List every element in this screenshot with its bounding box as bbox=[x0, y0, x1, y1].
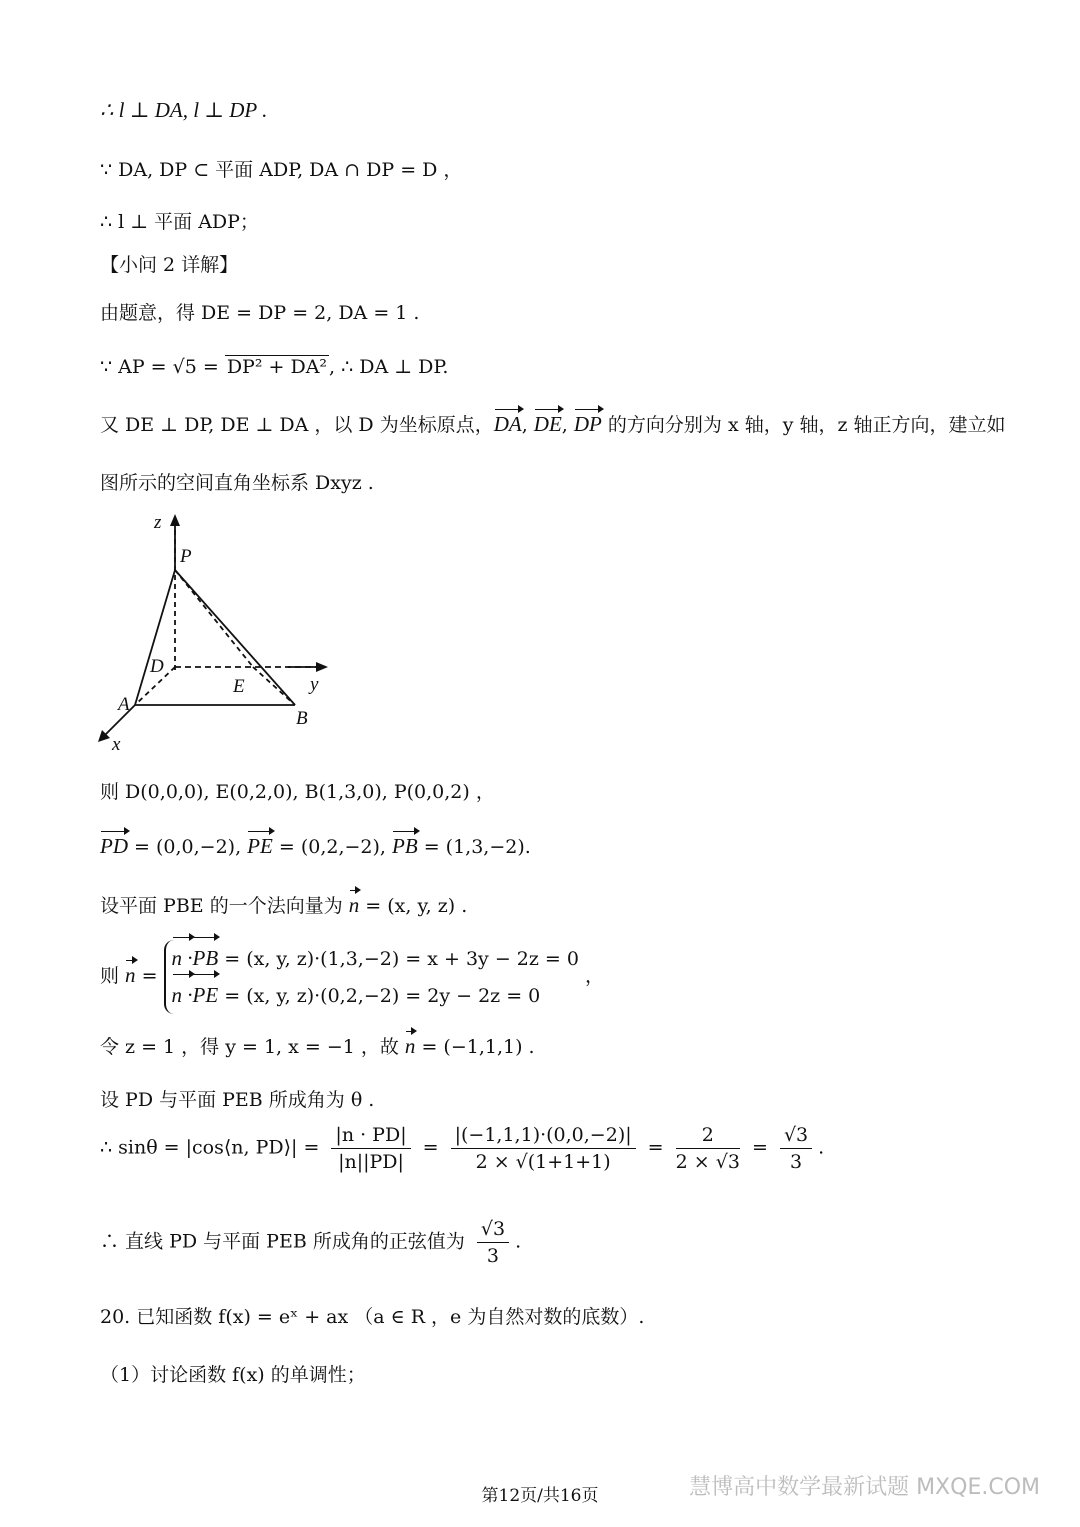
y-arrow-icon bbox=[316, 662, 328, 672]
conclusion-line: ∴ 直线 PD 与平面 PEB 所成角的正弦值为 $\frac{√3}{3}$ . bbox=[100, 1218, 522, 1267]
system-line: 则 n = n ·PB = (x, y, z)·(1,3,−2) = x + 3y − 2z = 0 n ·PE = (x, y, z)·(0,2,−2) = 2y − 2z = 0 ， bbox=[100, 940, 604, 1014]
e-label: E bbox=[233, 676, 245, 697]
x-label: x bbox=[112, 734, 121, 755]
proof-line-8: 图所示的空间直角坐标系 Dxyz . bbox=[100, 472, 374, 494]
proof-line-5: 由题意，得 DE = DP = 2, DA = 1 . bbox=[100, 302, 420, 324]
eb-edge bbox=[253, 667, 295, 705]
watermark: 慧博高中数学最新试题 MXQE.COM bbox=[689, 1475, 1040, 1500]
sine-line: ∴ sinθ = |cos⟨n, PD⟩| = $\frac{|n \cdot PD|}{|n||PD|}$ = $\frac{|(-1,1,1)\cdot(0,0,-2)|}{2 \times √(1+1+1)}$ = $\frac{2}{2 \times √3}$ = $\frac{√3}{3}$ . bbox=[100, 1124, 825, 1173]
d-label: D bbox=[150, 656, 164, 677]
y-label: y bbox=[310, 674, 319, 695]
a-label: A bbox=[118, 694, 130, 715]
equation-system: n ·PB = (x, y, z)·(1,3,−2) = x + 3y − 2z = 0 n ·PE = (x, y, z)·(0,2,−2) = 2y − 2z = 0 bbox=[164, 940, 579, 1014]
proof-line-2: ∵ DA, DP ⊂ 平面 ADP, DA ∩ DP = D ， bbox=[100, 159, 463, 181]
p-label: P bbox=[180, 546, 192, 567]
problem-20: 20. 已知函数 f(x) = eˣ + ax （a ∈ R ，e 为自然对数的底数）. bbox=[100, 1306, 645, 1328]
proof-line-7: 又 DE ⊥ DP, DE ⊥ DA ，以 D 为坐标原点，DA, DE, DP 的方向分别为 x 轴，y 轴，z 轴正方向，建立如 bbox=[100, 412, 1006, 436]
section-heading: 【小问 2 详解】 bbox=[100, 254, 239, 276]
proof-line-3: ∴ l ⊥ 平面 ADP； bbox=[100, 211, 259, 233]
coordinate-figure bbox=[88, 510, 348, 760]
proof-line-6: ∵ AP = √5 = DP² + DA² , ∴ DA ⊥ DP. bbox=[100, 356, 449, 378]
proof-line-1: ∴ l ⊥ DA, l ⊥ DP . bbox=[100, 98, 268, 122]
solution-line: 令 z = 1 ，得 y = 1, x = −1 ，故 n = (−1,1,1) . bbox=[100, 1034, 535, 1058]
z-arrow-icon bbox=[170, 514, 180, 526]
z-label: z bbox=[154, 512, 162, 533]
pa-edge bbox=[135, 570, 175, 705]
vectors-line: PD = (0,0,−2), PE = (0,2,−2), PB = (1,3,−2). bbox=[100, 834, 531, 858]
pe-edge bbox=[175, 570, 253, 667]
coords-line: 则 D(0,0,0), E(0,2,0), B(1,3,0), P(0,0,2) ， bbox=[100, 781, 495, 803]
normal-vector-line: 设平面 PBE 的一个法向量为 n = (x, y, z) . bbox=[100, 893, 468, 917]
page-number: 第12页/共16页 bbox=[481, 1486, 599, 1506]
angle-line: 设 PD 与平面 PEB 所成角为 θ . bbox=[100, 1089, 375, 1111]
problem-20-part-1: （1）讨论函数 f(x) 的单调性； bbox=[100, 1364, 366, 1386]
b-label: B bbox=[296, 708, 308, 729]
